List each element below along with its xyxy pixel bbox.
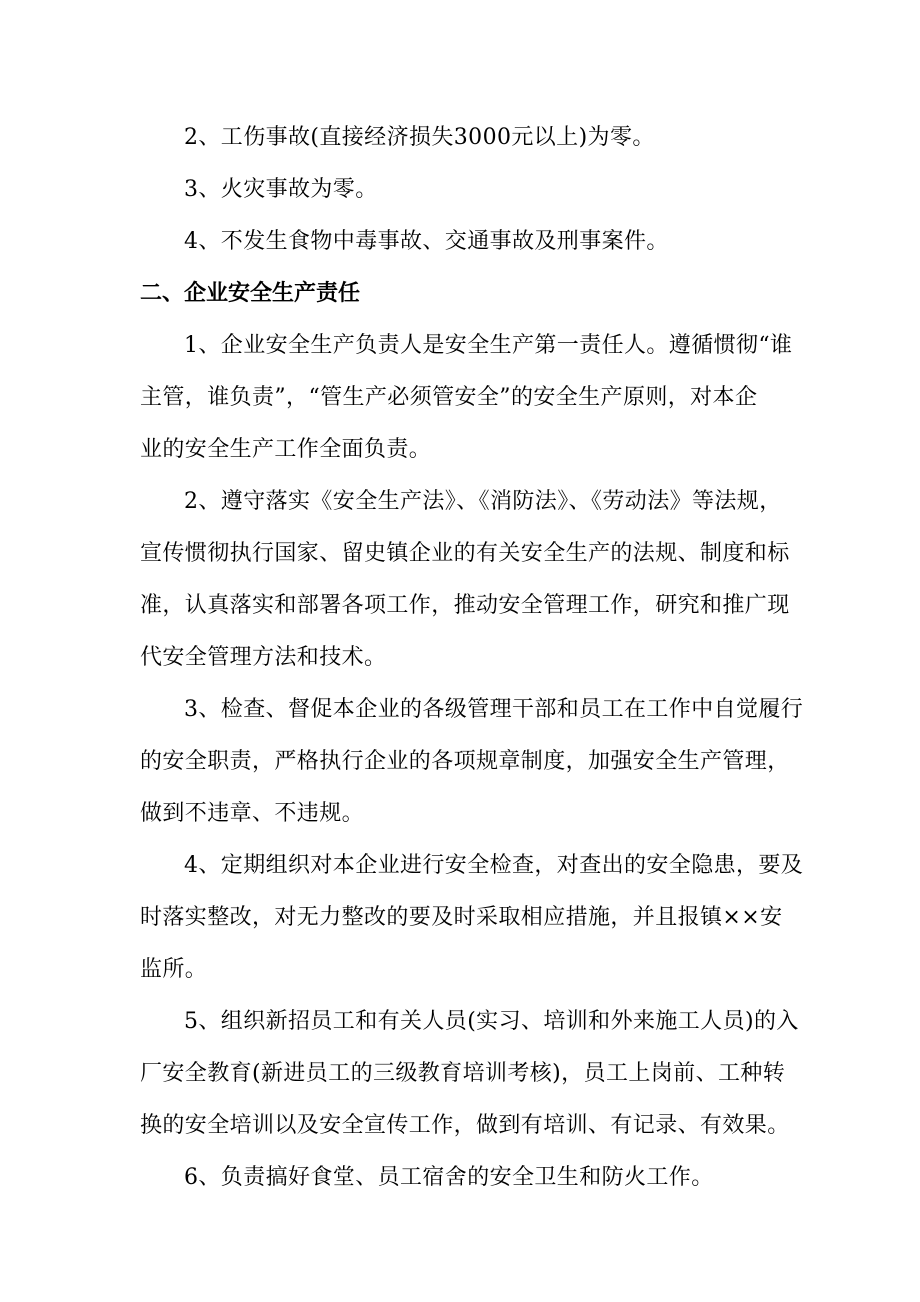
paragraph-line: 5、组织新招员工和有关人员(实习、培训和外来施工人员)的入 [184,1009,799,1034]
paragraph-2 [140,476,790,684]
paragraph-line: 做到不违章、不违规。 [140,801,365,826]
paragraph-line: 时落实整改，对无力整改的要及时采取相应措施，并且报镇××安 [140,905,783,930]
paragraph-line: 监所。 [140,957,208,982]
paragraph-line: 的安全职责，严格执行企业的各项规章制度，加强安全生产管理， [140,749,790,774]
paragraph-line: 厂安全教育(新进员工的三级教育培训考核)，员工上岗前、工种转 [140,1061,786,1086]
section-heading: 二、企业安全生产责任 [140,281,361,306]
paragraph-line: 6、负责搞好食堂、员工宿舍的安全卫生和防火工作。 [184,1165,714,1190]
list-item: 2、工伤事故(直接经济损失3000元以上)为零。 [184,125,655,150]
paragraph-line: 宣传惯彻执行国家、留史镇企业的有关安全生产的法规、制度和标 [140,541,790,566]
list-item: 4、不发生食物中毒事故、交通事故及刑事案件。 [184,229,669,254]
paragraph-line: 2、遵守落实《安全生产法》、《消防法》、《劳动法》等法规， [184,489,782,514]
document-body [140,112,804,1204]
paragraph-line: 1、企业安全生产负责人是安全生产第一责任人。遵循惯彻“谁 [184,333,793,358]
paragraph-1 [140,320,793,476]
list-item: 3、火灾事故为零。 [184,177,378,202]
paragraph-line: 4、定期组织对本企业进行安全检查，对查出的安全隐患，要及 [184,853,804,878]
paragraph-5 [140,996,799,1152]
paragraph-line: 代安全管理方法和技术。 [140,645,387,670]
paragraph-line: 3、检查、督促本企业的各级管理干部和员工在工作中自觉履行 [184,697,804,722]
paragraph-6 [140,1152,790,1204]
paragraph-line: 换的安全培训以及安全宣传工作，做到有培训、有记录、有效果。 [140,1113,790,1138]
paragraph-line: 业的安全生产工作全面负责。 [140,437,432,462]
paragraph-3 [140,684,804,840]
paragraph-4 [140,840,804,996]
paragraph-line: 主管，谁负责”，“管生产必须管安全”的安全生产原则，对本企 [140,385,758,410]
paragraph-line: 准，认真落实和部署各项工作，推动安全管理工作，研究和推广现 [140,593,790,618]
